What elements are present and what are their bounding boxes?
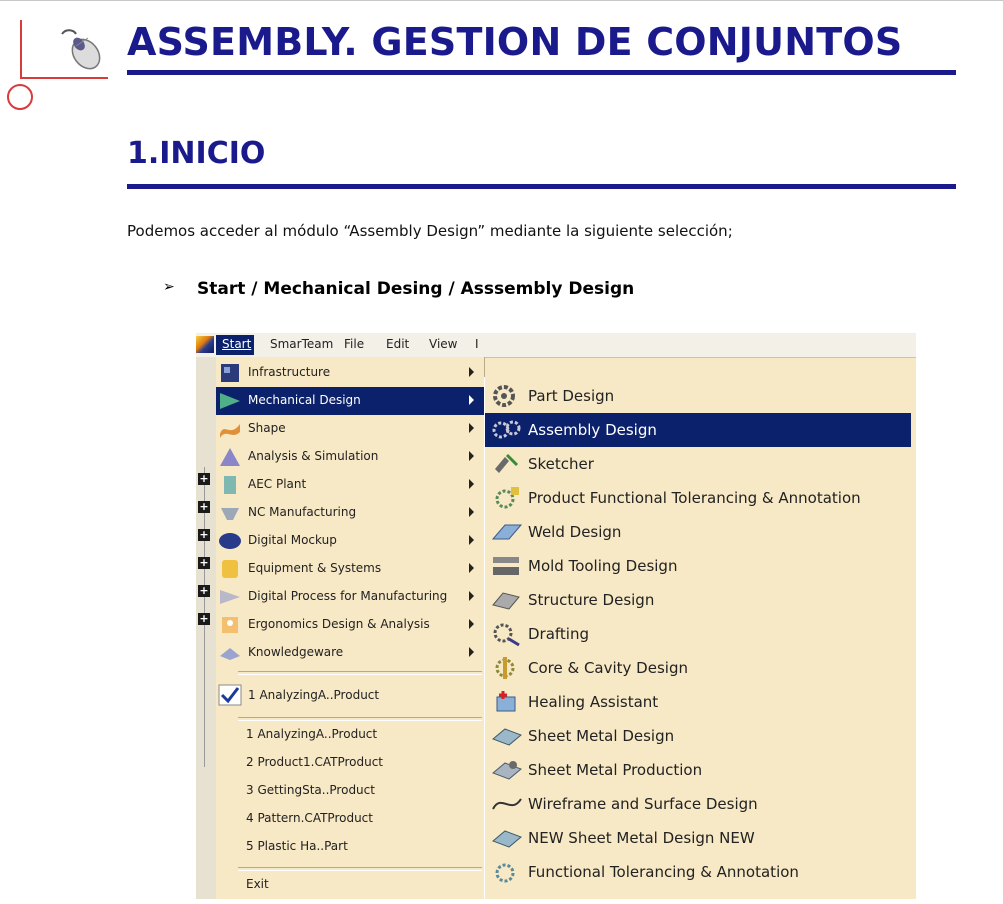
catia-logo-icon xyxy=(196,336,214,353)
tree-expand-icon[interactable]: + xyxy=(199,612,209,625)
start-menu-item-nc-manufacturing[interactable]: NC Manufacturing xyxy=(216,499,484,527)
menu-separator xyxy=(238,671,482,675)
recent-file-3[interactable]: 3 GettingSta..Product xyxy=(246,783,375,797)
submenu-item-mold-tooling[interactable]: Mold Tooling Design xyxy=(485,549,911,583)
section-title: 1.INICIO xyxy=(127,136,266,171)
core-cavity-icon xyxy=(491,655,523,681)
recent-file-2[interactable]: 2 Product1.CATProduct xyxy=(246,755,384,769)
start-menu-item-mechanical-design[interactable]: Mechanical Design xyxy=(216,387,484,415)
recent-file-4[interactable]: 4 Pattern.CATProduct xyxy=(246,811,373,825)
title-rule xyxy=(127,70,956,75)
submenu-item-sheet-metal-production[interactable]: Sheet Metal Production xyxy=(485,753,911,787)
tree-expand-icon[interactable]: + xyxy=(199,500,209,513)
menu-file[interactable]: File xyxy=(344,337,365,351)
submenu-item-weld-design[interactable]: Weld Design xyxy=(485,515,911,549)
start-menu-item-knowledgeware[interactable]: Knowledgeware xyxy=(216,639,484,667)
start-menu xyxy=(216,357,485,899)
wireframe-surface-icon xyxy=(491,791,523,817)
submenu-arrow-icon xyxy=(469,591,474,601)
knowledgeware-icon xyxy=(218,642,242,664)
recent-file-1[interactable]: 1 AnalyzingA..Product xyxy=(246,727,378,741)
start-menu-item-ergonomics[interactable]: Ergonomics Design & Analysis xyxy=(216,611,484,639)
corner-decoration-vertical xyxy=(20,20,22,78)
menu-start[interactable]: Start xyxy=(216,335,254,355)
page-title: ASSEMBLY. GESTION DE CONJUNTOS xyxy=(127,20,903,64)
sheet-metal-production-icon xyxy=(491,757,523,783)
catia-menu-screenshot xyxy=(196,333,916,899)
section-rule xyxy=(127,184,956,189)
start-menu-item-infrastructure[interactable]: Infrastructure xyxy=(216,359,484,387)
recent-file-5[interactable]: 5 Plastic Ha..Part xyxy=(246,839,348,853)
submenu-arrow-icon xyxy=(469,619,474,629)
menu-insert[interactable]: I xyxy=(475,337,479,351)
tree-expand-icon[interactable]: + xyxy=(199,556,209,569)
menu-path-bullet: Start / Mechanical Desing / Asssembly Design xyxy=(197,279,635,299)
healing-assistant-icon xyxy=(491,689,523,715)
submenu-arrow-icon xyxy=(469,423,474,433)
submenu-item-new-sheet-metal[interactable]: NEW Sheet Metal Design NEW xyxy=(485,821,911,855)
submenu-arrow-icon xyxy=(469,451,474,461)
exit-menu-item[interactable]: Exit xyxy=(246,877,269,891)
submenu-arrow-icon xyxy=(469,647,474,657)
submenu-item-core-cavity[interactable]: Core & Cavity Design xyxy=(485,651,911,685)
aec-plant-icon xyxy=(218,474,242,496)
submenu-item-wireframe-surface[interactable]: Wireframe and Surface Design xyxy=(485,787,911,821)
submenu-arrow-icon xyxy=(469,535,474,545)
mouse-icon xyxy=(56,24,104,76)
submenu-item-functional-tolerancing[interactable]: Functional Tolerancing & Annotation xyxy=(485,855,911,889)
equipment-icon xyxy=(218,558,242,580)
corner-decoration-horizontal xyxy=(20,77,108,79)
submenu-item-drafting[interactable]: Drafting xyxy=(485,617,911,651)
start-menu-item-digital-process[interactable]: Digital Process for Manufacturing xyxy=(216,583,484,611)
mechanical-design-submenu xyxy=(484,377,911,899)
digital-mockup-icon xyxy=(218,530,242,552)
menu-separator xyxy=(238,867,482,871)
menu-separator xyxy=(238,717,482,721)
submenu-item-part-design[interactable]: Part Design xyxy=(485,379,911,413)
sketcher-icon xyxy=(491,451,523,477)
mold-tooling-icon xyxy=(491,553,523,579)
product-tolerancing-icon xyxy=(491,485,523,511)
tree-expand-icon[interactable]: + xyxy=(199,528,209,541)
shape-icon xyxy=(218,418,242,440)
submenu-arrow-icon xyxy=(469,507,474,517)
corner-decoration-circle xyxy=(7,84,33,110)
assembly-design-icon xyxy=(491,417,523,443)
submenu-item-assembly-design[interactable]: Assembly Design xyxy=(485,413,911,447)
weld-design-icon xyxy=(491,519,523,545)
infrastructure-icon xyxy=(218,362,242,384)
submenu-item-sheet-metal-design[interactable]: Sheet Metal Design xyxy=(485,719,911,753)
digital-process-icon xyxy=(218,586,242,608)
functional-tolerancing-icon xyxy=(491,859,523,885)
start-menu-item-analysis[interactable]: Analysis & Simulation xyxy=(216,443,484,471)
submenu-arrow-icon xyxy=(469,367,474,377)
checkmark-icon xyxy=(218,684,242,706)
start-menu-item-aec-plant[interactable]: AEC Plant xyxy=(216,471,484,499)
menu-edit[interactable]: Edit xyxy=(386,337,410,351)
start-menu-current-document[interactable]: 1 AnalyzingA..Product xyxy=(216,679,484,711)
menu-smarteam[interactable]: SmarTeam xyxy=(270,337,334,351)
tree-expand-icon[interactable]: + xyxy=(199,584,209,597)
specification-tree-strip xyxy=(196,357,216,899)
submenu-item-product-tolerancing[interactable]: Product Functional Tolerancing & Annotation xyxy=(485,481,911,515)
submenu-item-healing-assistant[interactable]: Healing Assistant xyxy=(485,685,911,719)
start-menu-item-shape[interactable]: Shape xyxy=(216,415,484,443)
start-menu-item-equipment[interactable]: Equipment & Systems xyxy=(216,555,484,583)
structure-design-icon xyxy=(491,587,523,613)
analysis-icon xyxy=(218,446,242,468)
new-sheet-metal-icon xyxy=(491,825,523,851)
submenu-arrow-icon xyxy=(469,563,474,573)
bullet-arrow-icon: ➢ xyxy=(163,279,175,295)
submenu-arrow-icon xyxy=(469,395,474,405)
part-design-icon xyxy=(491,383,523,409)
top-border xyxy=(0,0,1003,1)
tree-expand-icon[interactable]: + xyxy=(199,472,209,485)
submenu-arrow-icon xyxy=(469,479,474,489)
sheet-metal-design-icon xyxy=(491,723,523,749)
menu-bar xyxy=(196,333,916,358)
ergonomics-icon xyxy=(218,614,242,636)
nc-manufacturing-icon xyxy=(218,502,242,524)
intro-paragraph: Podemos acceder al módulo “Assembly Design” mediante la siguiente selección; xyxy=(127,222,733,240)
submenu-item-sketcher[interactable]: Sketcher xyxy=(485,447,911,481)
mechanical-design-icon xyxy=(218,390,242,412)
menu-view[interactable]: View xyxy=(429,337,458,351)
drafting-icon xyxy=(491,621,523,647)
submenu-item-structure-design[interactable]: Structure Design xyxy=(485,583,911,617)
start-menu-item-digital-mockup[interactable]: Digital Mockup xyxy=(216,527,484,555)
